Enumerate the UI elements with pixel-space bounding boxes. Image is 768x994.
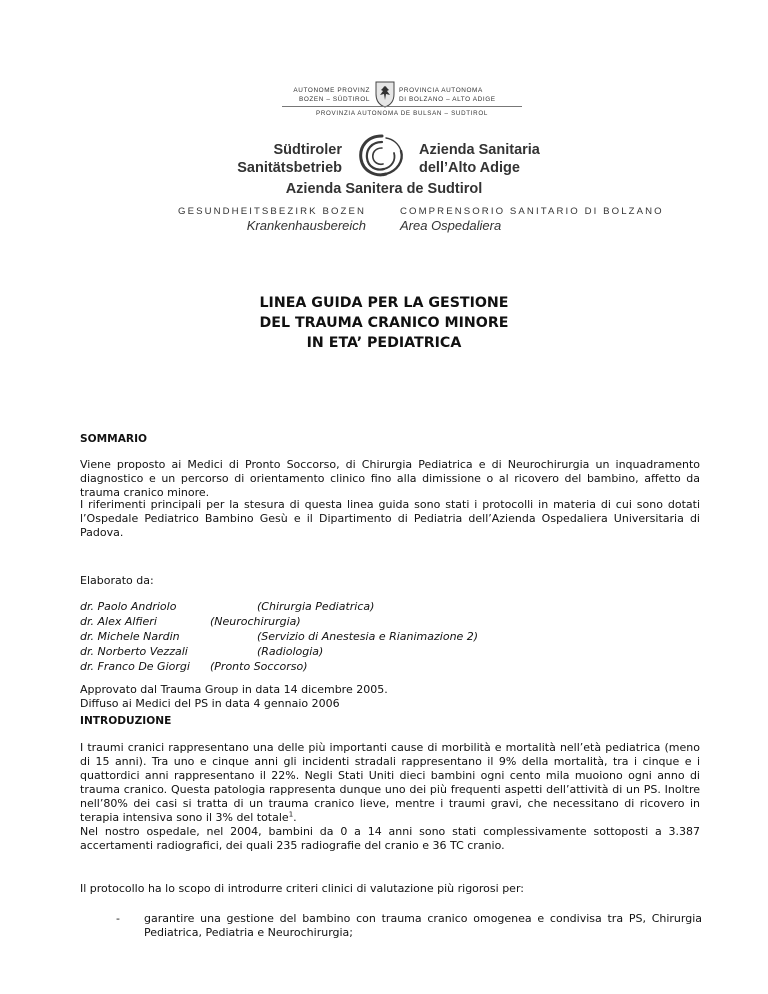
- author-role: (Neurochirurgia): [210, 615, 301, 628]
- authors-label: Elaborato da:: [80, 574, 154, 587]
- author-name: dr. Michele Nardin: [80, 630, 180, 643]
- section-heading-sommario: SOMMARIO: [80, 433, 148, 445]
- paragraph: I traumi cranici rappresentano una delle più importanti cause di morbilità e mortalità nell’età pediatrica (meno di 15 anni). Tra uno e cinque anni gli incidenti stradali rappresentano il 9% della mortalità, tra i cinque e i quattordici anni rappresentano il 22%. Negli Stati Uniti dieci bambini ogni cento mila muoiono ogni anno di trauma cranico. Questa patologia rappresenta dunque uno dei più frequenti aspetti dell’attività di un PS. Inoltre nell’80% dei casi si tratta di un trauma cranico lieve, mentre i traumi gravi, che necessitano di ricovero in terapia intensiva sono il 3% del totale$^1$.: [80, 741, 700, 824]
- footnote-marker: 1: [288, 810, 294, 819]
- approval-date: Approvato dal Trauma Group in data 14 dicembre 2005.: [80, 683, 388, 696]
- author-role: (Radiologia): [257, 645, 324, 658]
- province-name-german: AUTONOME PROVINZ BOZEN – SÜDTIROL: [293, 87, 370, 103]
- distribution-date: Diffuso ai Medici del PS in data 4 gennaio 2006: [80, 697, 340, 710]
- health-authority-name-ladin: Azienda Sanitera de Sudtirol: [285, 181, 483, 197]
- author-role: (Pronto Soccorso): [210, 660, 308, 673]
- province-name-ladin: PROVINZIA AUTONOMA DE BULSAN – SUDTIROL: [316, 110, 488, 117]
- author-role: (Servizio di Anestesia e Rianimazione 2): [257, 630, 479, 643]
- document-title: LINEA GUIDA PER LA GESTIONE DEL TRAUMA CRANICO MINORE IN ETA’ PEDIATRICA: [259, 295, 509, 351]
- author-name: dr. Alex Alfieri: [80, 615, 157, 628]
- health-authority-logo-icon: [353, 131, 411, 181]
- area-name-german: Krankenhausbereich: [246, 218, 366, 233]
- paragraph: I riferimenti principali per la stesura di questa linea guida sono stati i protocolli in materia di cui sono dotati l’Ospedale Pediatrico Bambino Gesù e il Dipartimento di Pediatria dell’Azienda Ospedaliera Universitaria di Padova.: [80, 498, 700, 539]
- district-name-german: GESUNDHEITSBEZIRK BOZEN: [178, 206, 366, 217]
- area-name-italian: Area Ospedaliera: [400, 218, 502, 233]
- section-heading-introduzione: INTRODUZIONE: [80, 715, 172, 727]
- author-name: dr. Norberto Vezzali: [80, 645, 188, 658]
- author-name: dr. Paolo Andriolo: [80, 600, 177, 613]
- paragraph: Viene proposto ai Medici di Pronto Soccorso, di Chirurgia Pediatrica e di Neurochirurgia un inquadramento diagnostico e un percorso di orientamento clinico fino alla dimissione o al ricovero del bambino, affetto da trauma cranico minore.: [80, 458, 700, 499]
- health-authority-name-german: Südtiroler Sanitätsbetrieb: [237, 142, 342, 176]
- author-name: dr. Franco De Giorgi: [80, 660, 190, 673]
- health-authority-name-italian: Azienda Sanitaria dell’Alto Adige: [419, 142, 540, 176]
- province-name-italian: PROVINCIA AUTONOMA DI BOLZANO – ALTO ADIGE: [399, 87, 496, 103]
- list-bullet: -: [116, 912, 120, 925]
- paragraph: Il protocollo ha lo scopo di introdurre criteri clinici di valutazione più rigorosi per:: [80, 882, 524, 895]
- list-item: garantire una gestione del bambino con trauma cranico omogenea e condivisa tra PS, Chirurgia Pediatrica, Pediatria e Neurochirurgia;: [144, 912, 702, 939]
- author-role: (Chirurgia Pediatrica): [257, 600, 375, 613]
- coat-of-arms-icon: [374, 80, 396, 108]
- paragraph: Nel nostro ospedale, nel 2004, bambini da 0 a 14 anni sono stati complessivamente sottoposti a 3.387 accertamenti radiografici, dei quali 235 radiografie del cranio e 36 TC cranio.: [80, 825, 700, 852]
- district-name-italian: COMPRENSORIO SANITARIO DI BOLZANO: [400, 206, 664, 217]
- header-divider: [282, 106, 522, 107]
